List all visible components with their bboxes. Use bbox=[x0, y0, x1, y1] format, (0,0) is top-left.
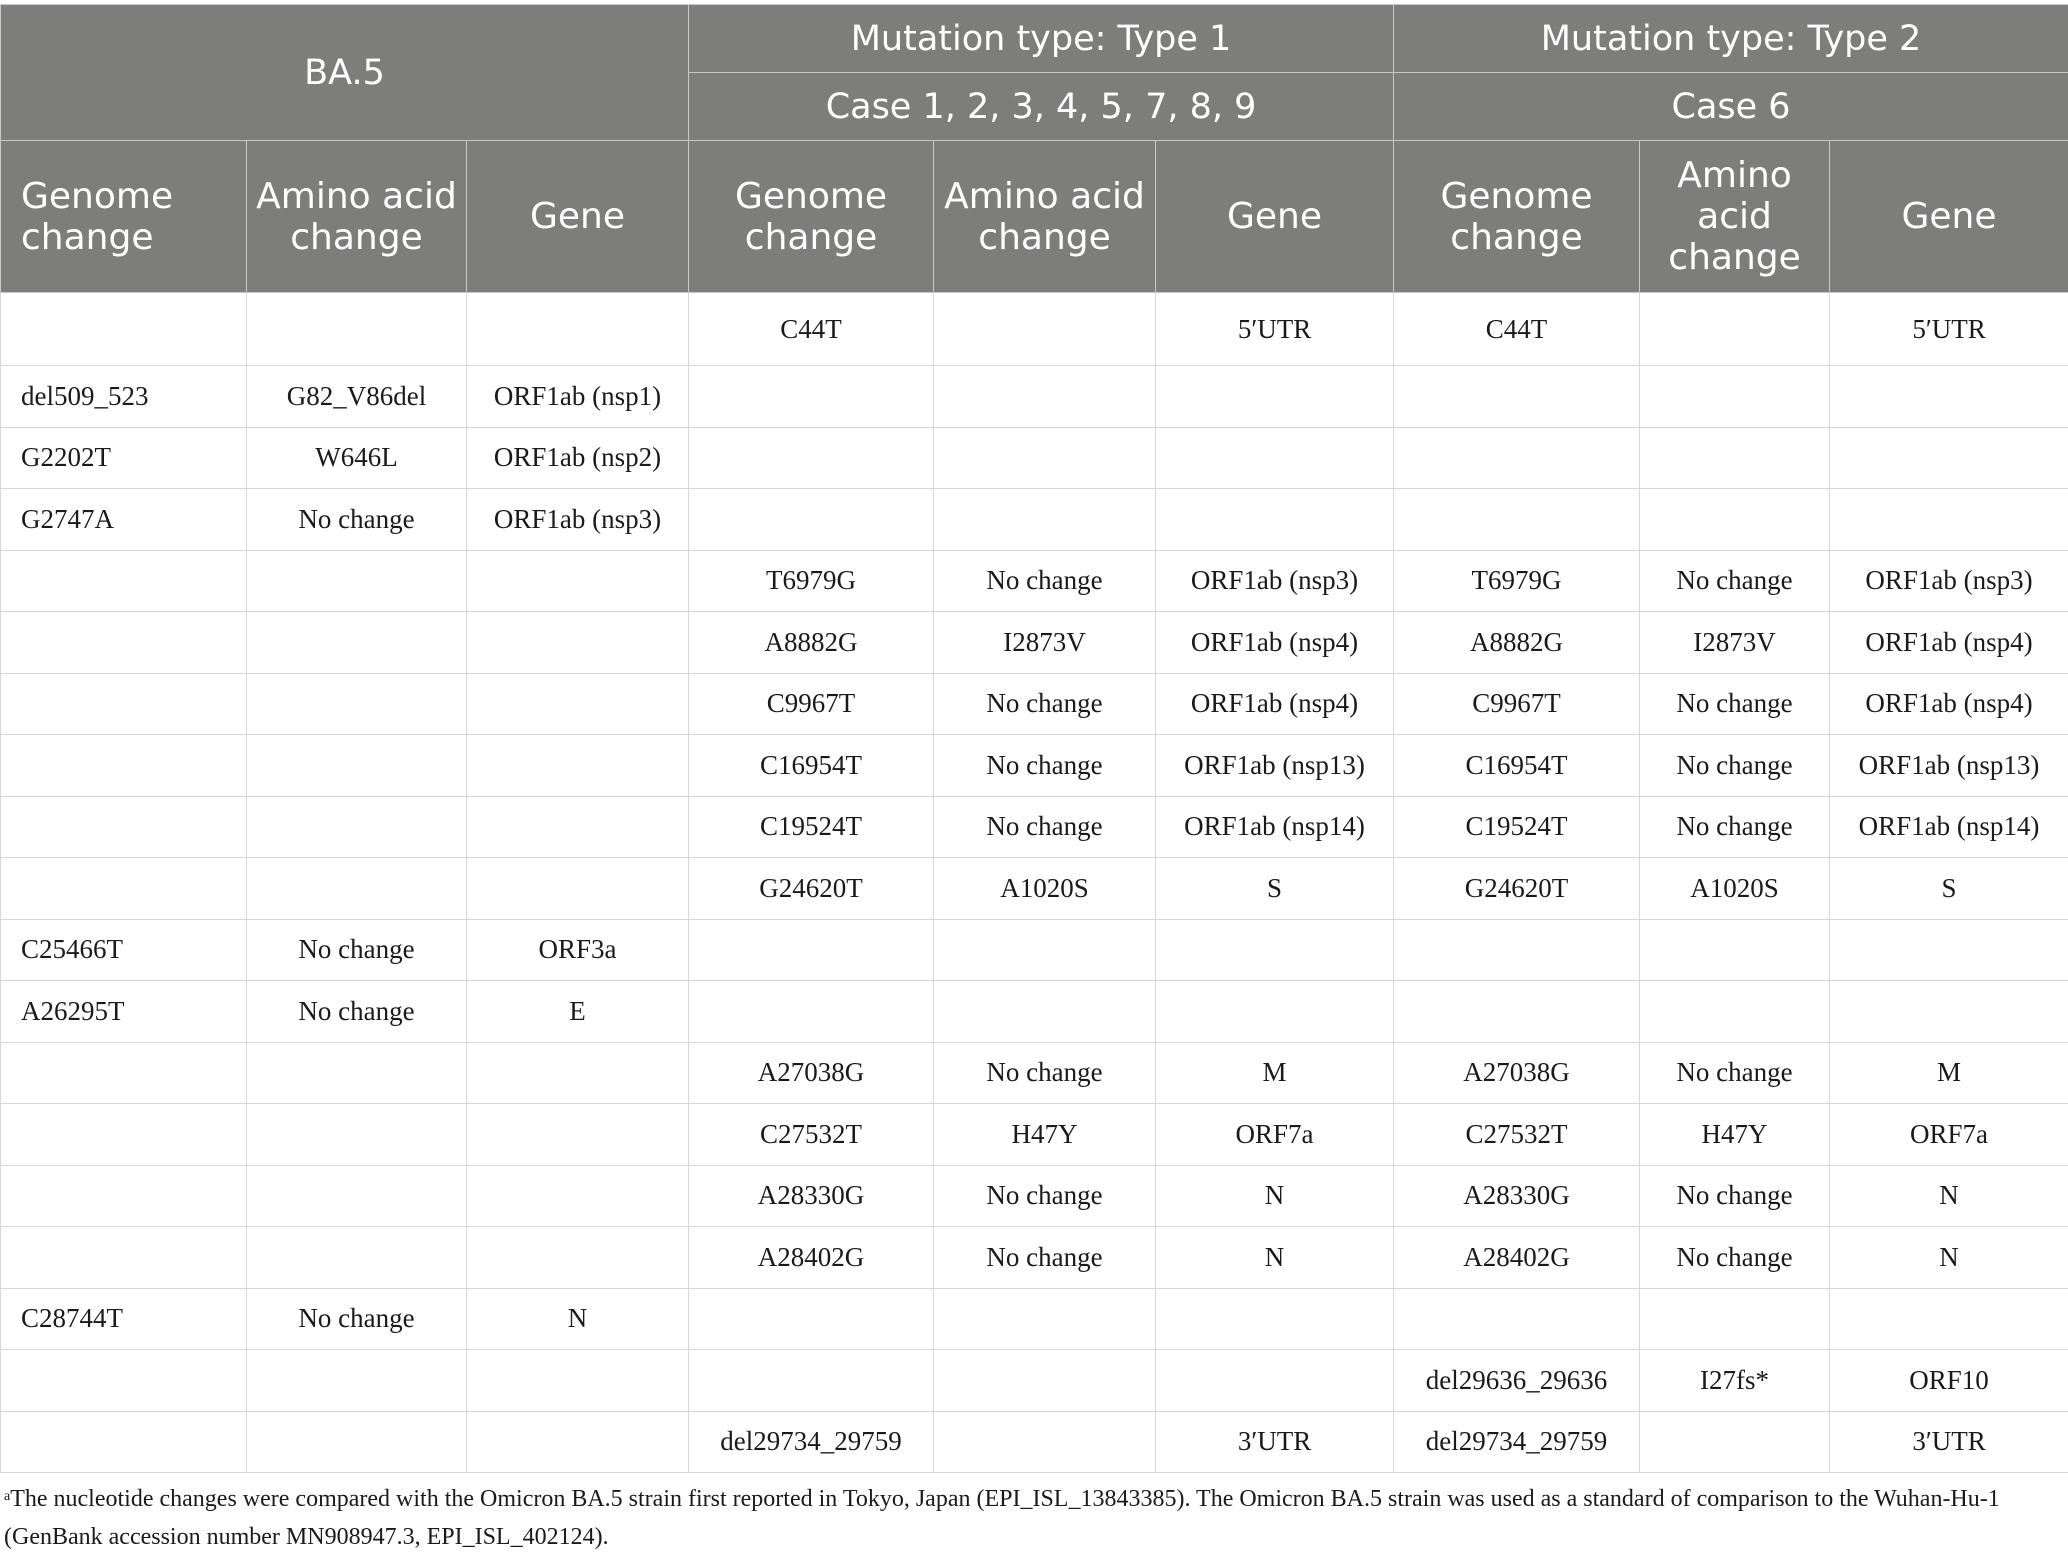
type2-genome-change-cell bbox=[1394, 1288, 1640, 1350]
type2-gene-cell: N bbox=[1830, 1227, 2068, 1289]
type2-genome-change-cell: C19524T bbox=[1394, 796, 1640, 858]
table-row bbox=[1, 796, 2068, 858]
type2-amino-acid-change-cell bbox=[1640, 1411, 1830, 1473]
ba5-genome-change-cell: del509_523 bbox=[1, 366, 247, 428]
type2-amino-acid-change-cell bbox=[1640, 293, 1830, 366]
header-row-columns bbox=[1, 141, 2068, 293]
type1-genome-change-cell bbox=[689, 981, 934, 1043]
table-row bbox=[1, 919, 2068, 981]
type1-genome-change-cell: C19524T bbox=[689, 796, 934, 858]
type2-amino-acid-change-cell: H47Y bbox=[1640, 1104, 1830, 1166]
type2-amino-acid-change-cell: No change bbox=[1640, 735, 1830, 797]
type2-amino-acid-change-cell: I2873V bbox=[1640, 612, 1830, 674]
ba5-amino-acid-change-cell: No change bbox=[247, 1288, 467, 1350]
ba5-gene-cell bbox=[467, 1042, 689, 1104]
type1-genome-change-cell: C9967T bbox=[689, 673, 934, 735]
header-type2: Mutation type: Type 2 bbox=[1394, 5, 2068, 73]
type1-gene-cell: S bbox=[1156, 858, 1394, 920]
type2-genome-change-cell: C9967T bbox=[1394, 673, 1640, 735]
ba5-genome-change-cell bbox=[1, 293, 247, 366]
ba5-gene-cell: E bbox=[467, 981, 689, 1043]
col-header-amino-acid-change: Amino acid change bbox=[1640, 141, 1830, 293]
table-row bbox=[1, 1350, 2068, 1412]
type1-amino-acid-change-cell: No change bbox=[934, 796, 1156, 858]
type1-gene-cell: ORF1ab (nsp4) bbox=[1156, 612, 1394, 674]
type1-gene-cell: 3′UTR bbox=[1156, 1411, 1394, 1473]
ba5-genome-change-cell bbox=[1, 1042, 247, 1104]
header-type1: Mutation type: Type 1 bbox=[689, 5, 1394, 73]
ba5-gene-cell bbox=[467, 735, 689, 797]
type1-genome-change-cell: C44T bbox=[689, 293, 934, 366]
type2-amino-acid-change-cell: No change bbox=[1640, 1042, 1830, 1104]
header-ba5: BA.5 bbox=[1, 5, 689, 141]
ba5-amino-acid-change-cell bbox=[247, 612, 467, 674]
type2-gene-cell: ORF1ab (nsp13) bbox=[1830, 735, 2068, 797]
type1-genome-change-cell: G24620T bbox=[689, 858, 934, 920]
table-body bbox=[1, 293, 2068, 1473]
type2-gene-cell: S bbox=[1830, 858, 2068, 920]
ba5-gene-cell bbox=[467, 550, 689, 612]
type2-gene-cell: M bbox=[1830, 1042, 2068, 1104]
ba5-genome-change-cell bbox=[1, 673, 247, 735]
type2-amino-acid-change-cell: No change bbox=[1640, 796, 1830, 858]
ba5-gene-cell: ORF1ab (nsp3) bbox=[467, 489, 689, 551]
type2-amino-acid-change-cell bbox=[1640, 1288, 1830, 1350]
type2-amino-acid-change-cell: No change bbox=[1640, 673, 1830, 735]
type2-gene-cell: 3′UTR bbox=[1830, 1411, 2068, 1473]
type1-genome-change-cell: T6979G bbox=[689, 550, 934, 612]
type2-genome-change-cell: C44T bbox=[1394, 293, 1640, 366]
type1-amino-acid-change-cell: I2873V bbox=[934, 612, 1156, 674]
type1-amino-acid-change-cell: H47Y bbox=[934, 1104, 1156, 1166]
col-header-amino-acid-change: Amino acid change bbox=[247, 141, 467, 293]
type1-gene-cell: ORF1ab (nsp3) bbox=[1156, 550, 1394, 612]
type2-amino-acid-change-cell bbox=[1640, 981, 1830, 1043]
type1-amino-acid-change-cell bbox=[934, 919, 1156, 981]
table-row bbox=[1, 427, 2068, 489]
type1-genome-change-cell: C27532T bbox=[689, 1104, 934, 1166]
type2-amino-acid-change-cell: No change bbox=[1640, 1227, 1830, 1289]
type2-gene-cell bbox=[1830, 919, 2068, 981]
ba5-genome-change-cell bbox=[1, 735, 247, 797]
type1-genome-change-cell: A28402G bbox=[689, 1227, 934, 1289]
type1-genome-change-cell: del29734_29759 bbox=[689, 1411, 934, 1473]
type1-amino-acid-change-cell bbox=[934, 1288, 1156, 1350]
type1-amino-acid-change-cell: No change bbox=[934, 1042, 1156, 1104]
type2-amino-acid-change-cell: No change bbox=[1640, 1165, 1830, 1227]
ba5-amino-acid-change-cell bbox=[247, 1227, 467, 1289]
ba5-genome-change-cell bbox=[1, 1350, 247, 1412]
ba5-gene-cell bbox=[467, 293, 689, 366]
col-header-genome-change: Genome change bbox=[1394, 141, 1640, 293]
table-row bbox=[1, 1042, 2068, 1104]
type1-amino-acid-change-cell bbox=[934, 366, 1156, 428]
type1-gene-cell bbox=[1156, 489, 1394, 551]
type2-genome-change-cell: A28402G bbox=[1394, 1227, 1640, 1289]
type1-amino-acid-change-cell: A1020S bbox=[934, 858, 1156, 920]
type1-gene-cell: ORF1ab (nsp14) bbox=[1156, 796, 1394, 858]
type1-gene-cell: N bbox=[1156, 1227, 1394, 1289]
table-row bbox=[1, 550, 2068, 612]
ba5-gene-cell bbox=[467, 1411, 689, 1473]
ba5-amino-acid-change-cell: No change bbox=[247, 981, 467, 1043]
ba5-amino-acid-change-cell bbox=[247, 673, 467, 735]
type1-amino-acid-change-cell: No change bbox=[934, 550, 1156, 612]
type2-genome-change-cell bbox=[1394, 427, 1640, 489]
col-header-gene: Gene bbox=[1830, 141, 2068, 293]
type1-amino-acid-change-cell bbox=[934, 981, 1156, 1043]
ba5-amino-acid-change-cell bbox=[247, 1104, 467, 1166]
footnote-text: The nucleotide changes were compared with the Omicron BA.5 strain first reported in Tokyo, Japan (EPI_ISL_13843385). The Omicron BA.5 strain was used as a standard of comparison to the Wuhan-Hu-1 (GenBank accession number MN908947.3, EPI_ISL_402124). bbox=[4, 1486, 2000, 1550]
ba5-gene-cell: ORF1ab (nsp2) bbox=[467, 427, 689, 489]
ba5-genome-change-cell bbox=[1, 1411, 247, 1473]
col-header-gene: Gene bbox=[467, 141, 689, 293]
type2-amino-acid-change-cell: No change bbox=[1640, 550, 1830, 612]
type1-amino-acid-change-cell bbox=[934, 427, 1156, 489]
type1-genome-change-cell bbox=[689, 1288, 934, 1350]
type2-genome-change-cell: C27532T bbox=[1394, 1104, 1640, 1166]
type1-gene-cell: M bbox=[1156, 1042, 1394, 1104]
type1-genome-change-cell bbox=[689, 1350, 934, 1412]
type2-gene-cell: ORF7a bbox=[1830, 1104, 2068, 1166]
header-type1-cases: Case 1, 2, 3, 4, 5, 7, 8, 9 bbox=[689, 73, 1394, 141]
type1-gene-cell bbox=[1156, 1288, 1394, 1350]
table-row bbox=[1, 735, 2068, 797]
ba5-genome-change-cell: C28744T bbox=[1, 1288, 247, 1350]
type1-gene-cell bbox=[1156, 919, 1394, 981]
col-header-amino-acid-change: Amino acid change bbox=[934, 141, 1156, 293]
ba5-genome-change-cell bbox=[1, 858, 247, 920]
ba5-genome-change-cell: G2747A bbox=[1, 489, 247, 551]
footnote-marker: a bbox=[4, 1489, 11, 1504]
col-header-genome-change: Genome change bbox=[689, 141, 934, 293]
table-row bbox=[1, 1288, 2068, 1350]
ba5-amino-acid-change-cell: G82_V86del bbox=[247, 366, 467, 428]
col-header-genome-change: Genome change bbox=[1, 141, 247, 293]
type2-genome-change-cell: C16954T bbox=[1394, 735, 1640, 797]
type2-gene-cell: ORF1ab (nsp4) bbox=[1830, 673, 2068, 735]
type1-gene-cell: ORF1ab (nsp13) bbox=[1156, 735, 1394, 797]
type1-gene-cell: N bbox=[1156, 1165, 1394, 1227]
type2-genome-change-cell: del29636_29636 bbox=[1394, 1350, 1640, 1412]
type1-amino-acid-change-cell bbox=[934, 293, 1156, 366]
ba5-gene-cell bbox=[467, 796, 689, 858]
ba5-gene-cell: N bbox=[467, 1288, 689, 1350]
type1-amino-acid-change-cell bbox=[934, 489, 1156, 551]
type2-genome-change-cell bbox=[1394, 366, 1640, 428]
ba5-gene-cell: ORF3a bbox=[467, 919, 689, 981]
ba5-genome-change-cell bbox=[1, 612, 247, 674]
table-row bbox=[1, 1227, 2068, 1289]
ba5-gene-cell: ORF1ab (nsp1) bbox=[467, 366, 689, 428]
ba5-gene-cell bbox=[467, 612, 689, 674]
type1-genome-change-cell: A8882G bbox=[689, 612, 934, 674]
header-type2-cases: Case 6 bbox=[1394, 73, 2068, 141]
type2-amino-acid-change-cell bbox=[1640, 919, 1830, 981]
type2-genome-change-cell bbox=[1394, 981, 1640, 1043]
type2-gene-cell bbox=[1830, 489, 2068, 551]
type2-amino-acid-change-cell bbox=[1640, 366, 1830, 428]
table-row bbox=[1, 858, 2068, 920]
type1-gene-cell bbox=[1156, 1350, 1394, 1412]
table-footnote bbox=[4, 1480, 2054, 1556]
type2-genome-change-cell: G24620T bbox=[1394, 858, 1640, 920]
type2-amino-acid-change-cell bbox=[1640, 489, 1830, 551]
type2-genome-change-cell: del29734_29759 bbox=[1394, 1411, 1640, 1473]
ba5-amino-acid-change-cell bbox=[247, 1165, 467, 1227]
type1-genome-change-cell bbox=[689, 489, 934, 551]
type2-gene-cell: ORF10 bbox=[1830, 1350, 2068, 1412]
type2-gene-cell: ORF1ab (nsp3) bbox=[1830, 550, 2068, 612]
type2-genome-change-cell bbox=[1394, 489, 1640, 551]
ba5-genome-change-cell: C25466T bbox=[1, 919, 247, 981]
table-row bbox=[1, 1165, 2068, 1227]
type1-gene-cell: 5′UTR bbox=[1156, 293, 1394, 366]
type1-gene-cell bbox=[1156, 427, 1394, 489]
table-row bbox=[1, 489, 2068, 551]
ba5-gene-cell bbox=[467, 673, 689, 735]
table-row bbox=[1, 1104, 2068, 1166]
type1-amino-acid-change-cell: No change bbox=[934, 735, 1156, 797]
ba5-amino-acid-change-cell bbox=[247, 735, 467, 797]
type2-gene-cell: ORF1ab (nsp4) bbox=[1830, 612, 2068, 674]
type2-gene-cell bbox=[1830, 427, 2068, 489]
type1-amino-acid-change-cell: No change bbox=[934, 1227, 1156, 1289]
type2-genome-change-cell: A27038G bbox=[1394, 1042, 1640, 1104]
type2-genome-change-cell: T6979G bbox=[1394, 550, 1640, 612]
header-row-groups bbox=[1, 5, 2068, 73]
col-header-gene: Gene bbox=[1156, 141, 1394, 293]
ba5-amino-acid-change-cell bbox=[247, 796, 467, 858]
type1-genome-change-cell bbox=[689, 919, 934, 981]
type1-amino-acid-change-cell: No change bbox=[934, 1165, 1156, 1227]
type1-genome-change-cell bbox=[689, 427, 934, 489]
table-header bbox=[1, 5, 2068, 293]
type1-genome-change-cell: A27038G bbox=[689, 1042, 934, 1104]
table-row bbox=[1, 293, 2068, 366]
type1-gene-cell: ORF1ab (nsp4) bbox=[1156, 673, 1394, 735]
ba5-gene-cell bbox=[467, 1104, 689, 1166]
type1-gene-cell bbox=[1156, 981, 1394, 1043]
type2-gene-cell bbox=[1830, 1288, 2068, 1350]
ba5-amino-acid-change-cell: W646L bbox=[247, 427, 467, 489]
type2-genome-change-cell: A8882G bbox=[1394, 612, 1640, 674]
type1-genome-change-cell bbox=[689, 366, 934, 428]
ba5-amino-acid-change-cell: No change bbox=[247, 919, 467, 981]
table-row bbox=[1, 673, 2068, 735]
ba5-genome-change-cell bbox=[1, 550, 247, 612]
ba5-genome-change-cell: G2202T bbox=[1, 427, 247, 489]
type1-amino-acid-change-cell bbox=[934, 1350, 1156, 1412]
type2-gene-cell: N bbox=[1830, 1165, 2068, 1227]
type2-gene-cell bbox=[1830, 981, 2068, 1043]
ba5-genome-change-cell: A26295T bbox=[1, 981, 247, 1043]
ba5-genome-change-cell bbox=[1, 796, 247, 858]
ba5-genome-change-cell bbox=[1, 1227, 247, 1289]
mutation-table bbox=[0, 4, 2068, 1473]
ba5-gene-cell bbox=[467, 858, 689, 920]
type2-gene-cell bbox=[1830, 366, 2068, 428]
ba5-amino-acid-change-cell: No change bbox=[247, 489, 467, 551]
table-row bbox=[1, 612, 2068, 674]
type1-amino-acid-change-cell: No change bbox=[934, 673, 1156, 735]
type1-gene-cell bbox=[1156, 366, 1394, 428]
type2-amino-acid-change-cell bbox=[1640, 427, 1830, 489]
type2-gene-cell: 5′UTR bbox=[1830, 293, 2068, 366]
type1-genome-change-cell: A28330G bbox=[689, 1165, 934, 1227]
table-row bbox=[1, 981, 2068, 1043]
ba5-amino-acid-change-cell bbox=[247, 293, 467, 366]
ba5-gene-cell bbox=[467, 1165, 689, 1227]
type2-gene-cell: ORF1ab (nsp14) bbox=[1830, 796, 2068, 858]
type2-genome-change-cell: A28330G bbox=[1394, 1165, 1640, 1227]
type2-amino-acid-change-cell: A1020S bbox=[1640, 858, 1830, 920]
type1-amino-acid-change-cell bbox=[934, 1411, 1156, 1473]
ba5-amino-acid-change-cell bbox=[247, 1350, 467, 1412]
ba5-amino-acid-change-cell bbox=[247, 1042, 467, 1104]
type1-gene-cell: ORF7a bbox=[1156, 1104, 1394, 1166]
type2-amino-acid-change-cell: I27fs* bbox=[1640, 1350, 1830, 1412]
ba5-amino-acid-change-cell bbox=[247, 550, 467, 612]
type2-genome-change-cell bbox=[1394, 919, 1640, 981]
ba5-genome-change-cell bbox=[1, 1165, 247, 1227]
ba5-amino-acid-change-cell bbox=[247, 858, 467, 920]
table-row bbox=[1, 1411, 2068, 1473]
ba5-amino-acid-change-cell bbox=[247, 1411, 467, 1473]
ba5-gene-cell bbox=[467, 1350, 689, 1412]
table-row bbox=[1, 366, 2068, 428]
ba5-genome-change-cell bbox=[1, 1104, 247, 1166]
type1-genome-change-cell: C16954T bbox=[689, 735, 934, 797]
ba5-gene-cell bbox=[467, 1227, 689, 1289]
